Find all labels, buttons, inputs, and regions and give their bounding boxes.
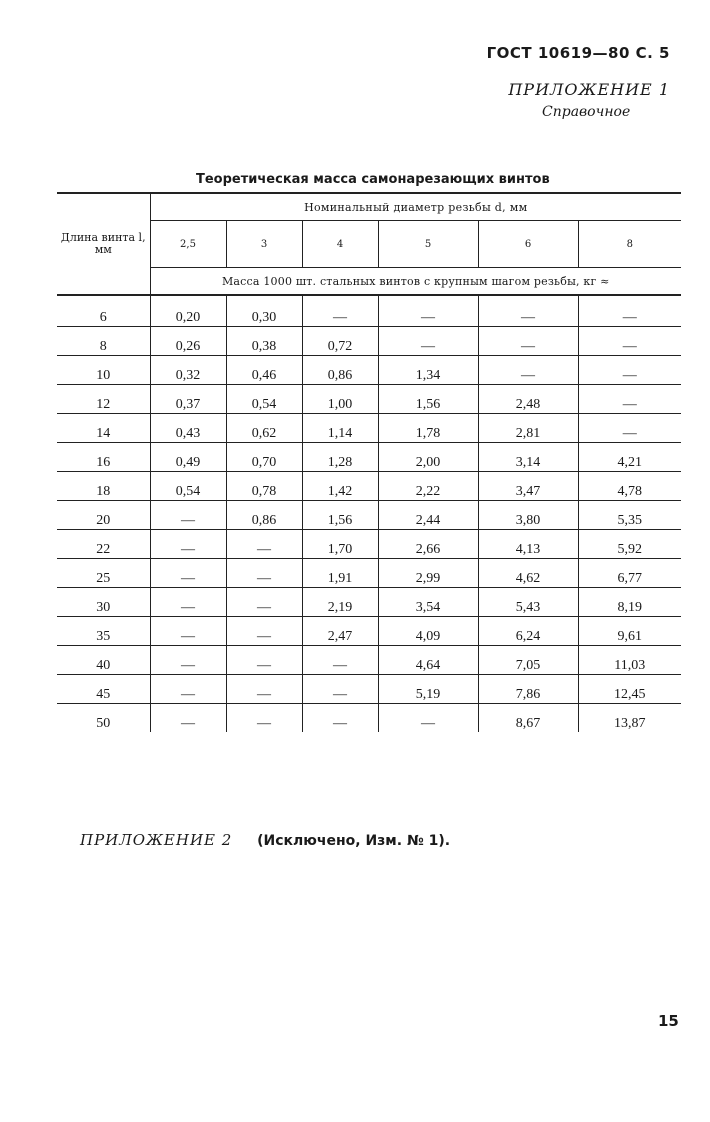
mass-value: 0,49 — [175, 455, 201, 470]
mass-cell — [578, 356, 681, 385]
mass-cell — [478, 530, 578, 559]
mass-value: — — [181, 542, 195, 557]
mass-value: 2,48 — [515, 397, 541, 412]
mass-value: — — [257, 571, 271, 586]
mass-cell — [378, 385, 478, 414]
length-cell: 30 — [57, 588, 150, 617]
mass-cell — [150, 385, 226, 414]
mass-value: — — [181, 571, 195, 586]
mass-value: 0,26 — [175, 339, 201, 354]
length-cell: 40 — [57, 646, 150, 675]
mass-cell — [302, 385, 378, 414]
mass-cell — [478, 414, 578, 443]
mass-value: 7,05 — [515, 658, 541, 673]
mass-value: 13,87 — [614, 716, 646, 731]
table-row — [57, 530, 681, 559]
mass-value: — — [421, 339, 435, 354]
mass-cell — [226, 385, 302, 414]
mass-value: — — [181, 716, 195, 731]
table-row — [57, 617, 681, 646]
mass-value: 0,86 — [327, 368, 353, 383]
page-number: 15 — [658, 1012, 679, 1030]
mass-value: — — [257, 542, 271, 557]
mass-value: 8,67 — [515, 716, 541, 731]
mass-cell — [226, 588, 302, 617]
mass-value: 0,62 — [251, 426, 277, 441]
mass-value: 3,80 — [515, 513, 541, 528]
mass-value: 2,81 — [515, 426, 541, 441]
mass-value: — — [622, 368, 637, 383]
mass-cell — [578, 646, 681, 675]
mass-cell — [478, 501, 578, 530]
length-cell: 18 — [57, 472, 150, 501]
length-cell: 10 — [57, 356, 150, 385]
mass-value: 0,70 — [251, 455, 277, 470]
mass-cell — [226, 617, 302, 646]
mass-value: 5,19 — [415, 687, 441, 702]
length-cell: 6 — [57, 295, 150, 327]
mass-value: — — [257, 629, 271, 644]
table-row — [57, 385, 681, 414]
table-row — [57, 414, 681, 443]
mass-header: Масса 1000 шт. стальных винтов с крупным шагом резьбы, кг ≈ — [150, 268, 681, 296]
table-row — [57, 559, 681, 588]
mass-cell — [578, 414, 681, 443]
mass-cell — [378, 530, 478, 559]
mass-value: 2,47 — [327, 629, 353, 644]
mass-cell — [578, 385, 681, 414]
mass-cell — [378, 704, 478, 733]
mass-value: — — [181, 513, 195, 528]
mass-value: 2,22 — [415, 484, 441, 499]
mass-value: — — [181, 600, 195, 615]
mass-cell — [150, 414, 226, 443]
mass-cell — [578, 675, 681, 704]
stub-header: Длина винта l, мм — [57, 193, 150, 295]
mass-value: — — [521, 310, 535, 325]
mass-value: 11,03 — [614, 658, 646, 673]
length-cell: 12 — [57, 385, 150, 414]
mass-value: — — [333, 310, 347, 325]
mass-value: — — [333, 716, 347, 731]
mass-cell — [378, 327, 478, 356]
mass-value: — — [181, 629, 195, 644]
mass-table — [57, 192, 681, 732]
mass-cell — [150, 559, 226, 588]
mass-value: 3,14 — [515, 455, 541, 470]
diameter-cell: 2,5 — [150, 221, 226, 268]
mass-cell — [378, 617, 478, 646]
mass-cell — [478, 559, 578, 588]
mass-cell — [378, 588, 478, 617]
mass-cell — [378, 295, 478, 327]
mass-value: — — [421, 716, 435, 731]
mass-table-container — [57, 192, 681, 732]
table-row — [57, 501, 681, 530]
mass-value: 4,21 — [617, 455, 643, 470]
mass-cell — [150, 617, 226, 646]
mass-cell — [226, 704, 302, 733]
mass-cell — [378, 501, 478, 530]
diameter-cell: 6 — [478, 221, 578, 268]
mass-value: 0,38 — [251, 339, 277, 354]
diameter-cell: 8 — [578, 221, 681, 268]
mass-value: 2,19 — [327, 600, 353, 615]
mass-value: 6,77 — [617, 571, 643, 586]
mass-cell — [378, 559, 478, 588]
mass-value: 7,86 — [515, 687, 541, 702]
mass-cell — [378, 646, 478, 675]
appendix-2 — [80, 831, 450, 849]
mass-cell — [478, 704, 578, 733]
table-row — [57, 295, 681, 327]
mass-cell — [226, 443, 302, 472]
mass-cell — [302, 443, 378, 472]
mass-value: — — [622, 310, 637, 325]
mass-value: 0,72 — [327, 339, 353, 354]
mass-cell — [150, 501, 226, 530]
diameter-cell: 4 — [302, 221, 378, 268]
table-row — [57, 675, 681, 704]
mass-value: 0,43 — [175, 426, 201, 441]
mass-cell — [302, 646, 378, 675]
table-row — [57, 356, 681, 385]
length-cell: 45 — [57, 675, 150, 704]
appendix-2-title: ПРИЛОЖЕНИЕ 2 — [80, 831, 233, 849]
mass-value: 12,45 — [614, 687, 646, 702]
mass-cell — [150, 646, 226, 675]
mass-value: 0,78 — [251, 484, 277, 499]
mass-cell — [478, 385, 578, 414]
mass-cell — [478, 588, 578, 617]
mass-cell — [478, 327, 578, 356]
mass-cell — [578, 501, 681, 530]
mass-value: 1,91 — [327, 571, 353, 586]
mass-value: 0,37 — [175, 397, 201, 412]
mass-value: — — [421, 310, 435, 325]
length-cell: 50 — [96, 716, 111, 731]
mass-cell — [378, 414, 478, 443]
mass-cell — [578, 559, 681, 588]
mass-cell — [226, 327, 302, 356]
mass-cell — [302, 617, 378, 646]
mass-cell — [578, 704, 681, 733]
mass-value: 1,00 — [327, 397, 353, 412]
mass-value: 0,32 — [175, 368, 201, 383]
mass-cell — [478, 617, 578, 646]
mass-cell — [578, 443, 681, 472]
diameter-cell: 3 — [226, 221, 302, 268]
length-cell: 8 — [57, 327, 150, 356]
mass-value: — — [521, 339, 535, 354]
mass-value: 1,14 — [327, 426, 353, 441]
mass-value: 4,78 — [617, 484, 643, 499]
mass-value: — — [257, 600, 271, 615]
mass-value: — — [181, 687, 195, 702]
appendix-2-note: (Исключено, Изм. № 1). — [257, 833, 451, 849]
table-row — [57, 472, 681, 501]
mass-value: 2,99 — [415, 571, 441, 586]
mass-value: 1,34 — [415, 368, 441, 383]
mass-cell — [150, 530, 226, 559]
mass-value: 1,78 — [415, 426, 441, 441]
length-cell: 22 — [57, 530, 150, 559]
diameter-cell: 5 — [378, 221, 478, 268]
mass-cell — [578, 530, 681, 559]
mass-value: 1,56 — [415, 397, 441, 412]
mass-cell — [302, 356, 378, 385]
mass-cell — [302, 295, 378, 327]
table-title: Теоретическая масса самонарезающих винтов — [196, 172, 550, 187]
mass-value: 5,43 — [515, 600, 541, 615]
mass-value: 0,30 — [251, 310, 277, 325]
mass-cell — [150, 704, 226, 733]
mass-value: — — [622, 339, 637, 354]
mass-value: 0,46 — [251, 368, 277, 383]
mass-value: — — [257, 716, 271, 731]
mass-cell — [378, 472, 478, 501]
table-row — [57, 588, 681, 617]
mass-cell — [302, 414, 378, 443]
length-cell: 16 — [57, 443, 150, 472]
mass-cell — [226, 646, 302, 675]
mass-cell — [302, 559, 378, 588]
mass-value: — — [622, 397, 637, 412]
mass-value: 3,54 — [415, 600, 441, 615]
mass-value: 2,66 — [415, 542, 441, 557]
mass-cell — [578, 295, 681, 327]
mass-cell — [226, 501, 302, 530]
mass-cell — [478, 472, 578, 501]
table-row — [57, 704, 681, 733]
mass-value: 2,00 — [415, 455, 441, 470]
mass-cell — [578, 327, 681, 356]
mass-cell — [150, 295, 226, 327]
length-cell: 20 — [57, 501, 150, 530]
mass-cell — [578, 617, 681, 646]
mass-value: 1,70 — [327, 542, 353, 557]
mass-value: 4,13 — [515, 542, 541, 557]
mass-value: 2,44 — [415, 513, 441, 528]
mass-cell — [226, 356, 302, 385]
mass-value: — — [521, 368, 535, 383]
mass-value: — — [257, 687, 271, 702]
mass-value: — — [181, 658, 195, 673]
document-header: ГОСТ 10619—80 С. 5 — [486, 44, 670, 62]
mass-value: 4,09 — [415, 629, 441, 644]
mass-cell — [478, 295, 578, 327]
mass-value: 4,62 — [515, 571, 541, 586]
mass-cell — [226, 295, 302, 327]
appendix-1-subtitle: Справочное — [542, 104, 631, 120]
mass-cell — [150, 472, 226, 501]
mass-cell — [302, 472, 378, 501]
mass-value: 3,47 — [515, 484, 541, 499]
mass-cell — [302, 675, 378, 704]
mass-value: 5,92 — [617, 542, 643, 557]
appendix-1-title: ПРИЛОЖЕНИЕ 1 — [508, 80, 670, 99]
mass-cell — [226, 414, 302, 443]
mass-cell — [150, 356, 226, 385]
mass-cell — [378, 675, 478, 704]
mass-cell — [226, 530, 302, 559]
mass-value: — — [257, 658, 271, 673]
mass-value: — — [622, 426, 637, 441]
mass-cell — [226, 472, 302, 501]
mass-value: 8,19 — [617, 600, 643, 615]
length-cell: 14 — [57, 414, 150, 443]
mass-cell — [226, 675, 302, 704]
mass-cell — [302, 501, 378, 530]
length-cell: 25 — [57, 559, 150, 588]
mass-cell — [150, 675, 226, 704]
mass-value: 0,54 — [175, 484, 201, 499]
mass-cell — [150, 443, 226, 472]
mass-cell — [478, 675, 578, 704]
mass-value: 1,56 — [327, 513, 353, 528]
mass-value: 5,35 — [617, 513, 643, 528]
mass-cell — [578, 588, 681, 617]
mass-cell — [378, 443, 478, 472]
table-row — [57, 646, 681, 675]
mass-value: 1,28 — [327, 455, 353, 470]
mass-cell — [378, 356, 478, 385]
mass-cell — [150, 327, 226, 356]
mass-value: 0,20 — [175, 310, 201, 325]
mass-cell — [578, 472, 681, 501]
mass-cell — [150, 588, 226, 617]
mass-cell — [226, 559, 302, 588]
mass-cell — [302, 588, 378, 617]
mass-cell — [478, 443, 578, 472]
table-row — [57, 443, 681, 472]
length-cell: 35 — [57, 617, 150, 646]
mass-value: 9,61 — [617, 629, 643, 644]
mass-value: — — [333, 658, 347, 673]
mass-cell — [302, 327, 378, 356]
table-row — [57, 327, 681, 356]
mass-value: — — [333, 687, 347, 702]
mass-value: 6,24 — [515, 629, 541, 644]
mass-cell — [478, 356, 578, 385]
mass-cell — [302, 530, 378, 559]
mass-value: 4,64 — [415, 658, 441, 673]
mass-value: 1,42 — [327, 484, 353, 499]
mass-value: 0,86 — [251, 513, 277, 528]
mass-value: 0,54 — [251, 397, 277, 412]
mass-cell — [478, 646, 578, 675]
mass-cell — [302, 704, 378, 733]
diameter-header: Номинальный диаметр резьбы d, мм — [150, 193, 681, 221]
